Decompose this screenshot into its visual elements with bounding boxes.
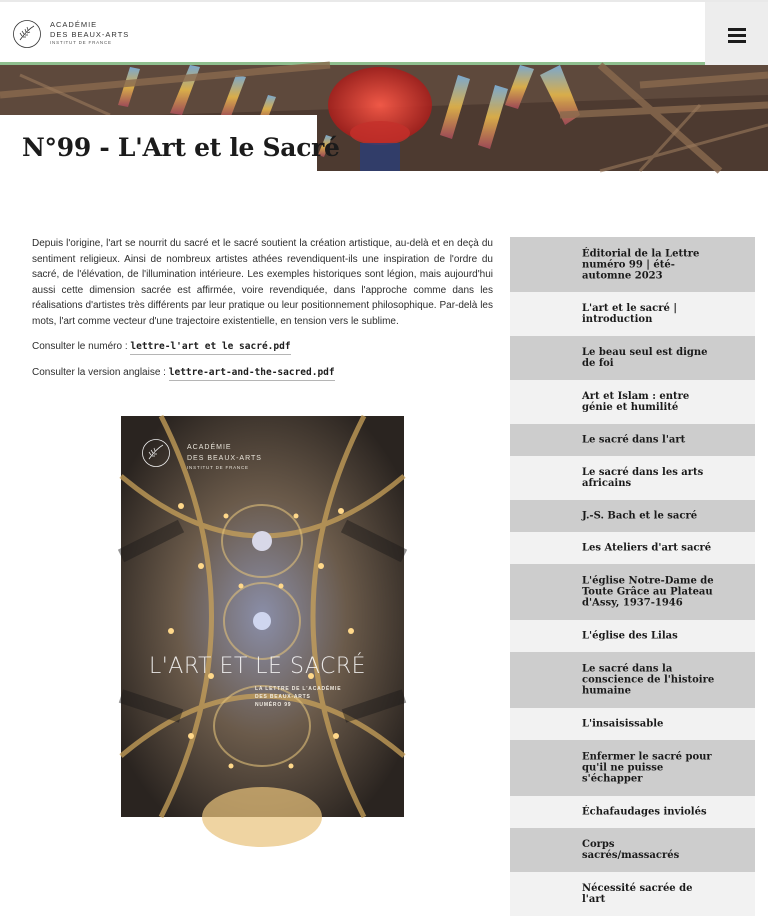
sidebar-item-introduction[interactable] <box>510 292 755 336</box>
menu-button[interactable] <box>705 2 768 66</box>
sidebar-item-insaisissable[interactable] <box>510 708 755 740</box>
intro-paragraph: Depuis l'origine, l'art se nourrit du sacré et le sacré soutient la création artistique, au-delà et en deçà du sentiment religieux. Ainsi de nombreux artistes athées revendiquent-ils une inspiration de l'ordre du sacré, de l'élévation, de l'illumination intérieure. Les exemples historiques sont légion, mais aujourd'hui aussi cette dimension sacrée est affirmée, voire revendiquée, dans l'approche comme dans les réalisations d'artistes très différents par leur pratique ou leur positionnement philosophique. Par-delà les mots, l'art comme vecteur d'une trajectoire existentielle, en tension vers le sublime. <box>32 238 493 327</box>
logo-line-2: DES BEAUX-ARTS <box>50 29 130 39</box>
sidebar-item-label: L'art et le sacré | introduction <box>582 303 677 325</box>
consult-issue-line <box>32 341 291 352</box>
cover-logo-icon <box>141 438 171 468</box>
consult-english-label: Consulter la version anglaise : <box>32 367 166 378</box>
cover-dome-image <box>121 416 404 817</box>
sidebar-item-ateliers[interactable] <box>510 532 755 564</box>
sidebar-item-art-islam[interactable] <box>510 380 755 424</box>
cover-title: L'ART ET LE SACRÉ <box>149 654 367 679</box>
sidebar-item-label: L'église des Lilas <box>582 630 678 642</box>
sidebar-item-label: L'insaisissable <box>582 718 664 730</box>
cover-brand-line-3: INSTITUT DE FRANCE <box>187 465 249 470</box>
logo-line-3: INSTITUT DE FRANCE <box>50 40 112 45</box>
page-title: N°99 - L'Art et le Sacré <box>22 133 340 162</box>
consult-english-pdf-link[interactable]: lettre-art-and-the-sacred.pdf <box>169 367 335 381</box>
sidebar-item-necessite-sacree[interactable] <box>510 872 755 916</box>
sidebar-item-corps-sacres[interactable] <box>510 828 755 872</box>
sidebar-item-bach[interactable] <box>510 500 755 532</box>
cover-subtitle-line-3: NUMÉRO 99 <box>255 702 292 708</box>
cover-brand-line-2: DES BEAUX-ARTS <box>187 455 262 462</box>
sidebar-item-label: Le beau seul est digne de foi <box>582 347 708 369</box>
cover-brand-line-1: ACADÉMIE <box>187 444 232 451</box>
cover-subtitle-line-2: DES BEAUX-ARTS <box>255 694 311 700</box>
sidebar-item-conscience-histoire[interactable] <box>510 652 755 708</box>
cover-subtitle <box>255 685 341 709</box>
sidebar-item-label: Corps sacrés/massacrés <box>582 839 680 861</box>
sidebar-item-eglise-lilas[interactable] <box>510 620 755 652</box>
sidebar-item-label: Éditorial de la Lettre numéro 99 | été-automne 2023 <box>582 248 700 281</box>
hamburger-menu-icon-bottom <box>728 40 746 43</box>
sidebar-item-beau-seul[interactable] <box>510 336 755 380</box>
issue-cover-image[interactable] <box>121 416 404 817</box>
hamburger-menu-icon-mid <box>728 34 746 37</box>
consult-issue-pdf-link[interactable]: lettre-l'art et le sacré.pdf <box>130 341 290 355</box>
sidebar-item-notre-dame-assy[interactable] <box>510 564 755 620</box>
sidebar-item-label: J.-S. Bach et le sacré <box>582 510 698 522</box>
sidebar-item-sacre-art[interactable] <box>510 424 755 456</box>
sidebar-item-label: Art et Islam : entre génie et humilité <box>582 391 690 413</box>
consult-issue-label: Consulter le numéro : <box>32 341 128 352</box>
sidebar-item-arts-africains[interactable] <box>510 456 755 500</box>
cover-subtitle-line-1: LA LETTRE DE L'ACADÉMIE <box>255 686 342 692</box>
sidebar-item-editorial[interactable] <box>510 237 755 292</box>
sidebar-item-label: L'église Notre-Dame de Toute Grâce au Plateau d'Assy, 1937-1946 <box>582 575 714 609</box>
sidebar-item-echafaudages[interactable] <box>510 796 755 828</box>
cover-brand <box>187 442 262 471</box>
sidebar-item-label: Enfermer le sacré pour qu'il ne puisse s'échapper <box>582 751 712 785</box>
hamburger-menu-icon <box>728 28 746 31</box>
sidebar-item-label: Nécessité sacrée de l'art <box>582 883 693 905</box>
sidebar-item-label: Le sacré dans l'art <box>582 434 686 446</box>
logo-text <box>50 21 129 46</box>
sidebar-item-enfermer-sacre[interactable] <box>510 740 755 796</box>
consult-english-line <box>32 367 335 378</box>
logo-line-1: ACADÉMIE <box>50 20 98 29</box>
sidebar-item-label: Le sacré dans la conscience de l'histoire humaine <box>582 663 715 697</box>
site-header <box>0 0 768 64</box>
academie-logo-icon <box>12 16 42 52</box>
sidebar-item-label: Le sacré dans les arts africains <box>582 467 704 489</box>
sidebar-item-label: Les Ateliers d'art sacré <box>582 542 712 554</box>
sidebar-item-label: Échafaudages inviolés <box>582 806 707 818</box>
